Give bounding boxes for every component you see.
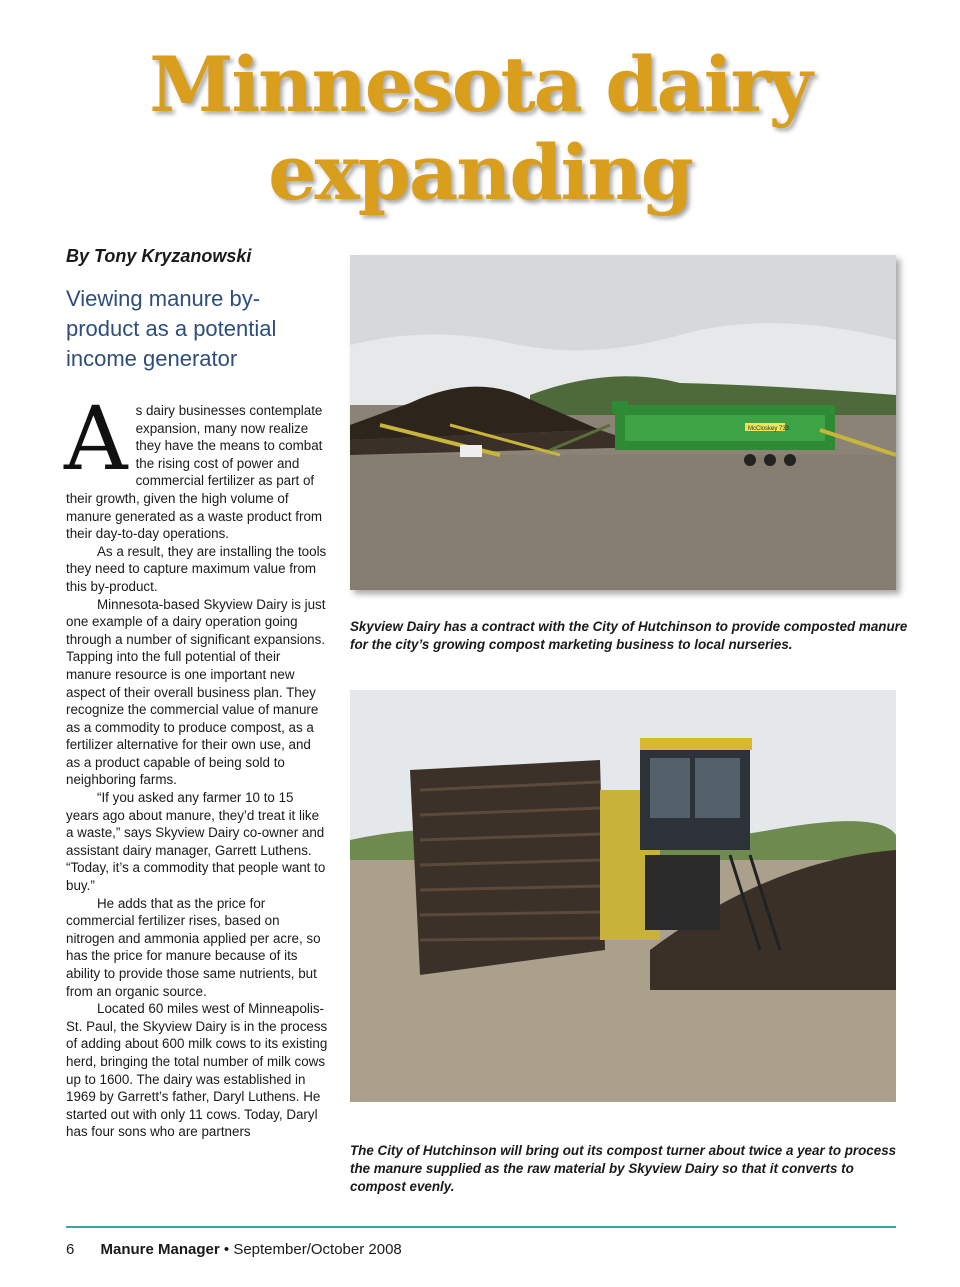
body-paragraph: “If you asked any farmer 10 to 15 years ago about manure, they’d treat it like a waste,” says Skyview Dairy co-owner and assistant dairy manager, Garrett Luthens. “Today, it’s a commodity that people want to buy.”	[66, 790, 326, 894]
page-number: 6	[66, 1241, 75, 1258]
footer-separator: •	[223, 1241, 230, 1258]
headline-line-1: Minnesota dairy	[149, 40, 811, 129]
turner-caption: The City of Hutchinson will bring out its compost turner about twice a year to process the manure supplied as the raw material by Skyview Dairy so that it converts to compost evenly.	[350, 1143, 897, 1194]
page-footer	[66, 1241, 402, 1258]
issue-date: September/October 2008	[233, 1241, 402, 1258]
headline-line-2: expanding	[268, 128, 692, 217]
compost-turner-photo	[350, 690, 896, 1102]
turner-illustration	[350, 690, 896, 1102]
body-paragraph	[64, 387, 328, 543]
paragraph-text: s dairy businesses contemplate expansion, many now realize they have the means to combat the rising cost of power and commercial fertilizer as part of their growth, given the high volume of manure generated as a waste product from their day-to-day operations.	[66, 403, 323, 542]
trommel-illustration	[350, 255, 896, 590]
trommel-photo	[350, 255, 896, 590]
drop-cap: A	[64, 387, 128, 490]
footer-rule	[66, 1226, 896, 1228]
magazine-name: Manure Manager	[100, 1241, 220, 1258]
trommel-label: McCloskey 733	[748, 426, 790, 432]
trommel-caption: Skyview Dairy has a contract with the City of Hutchinson to provide composted manure for the city’s growing compost marketing business to local nurseries.	[350, 619, 908, 652]
body-paragraph: Located 60 miles west of Minneapolis-St. Paul, the Skyview Dairy is in the process of adding about 600 milk cows to its existing herd, bringing the total number of milk cows up to 1600. The dairy was established in 1969 by Garrett’s father, Daryl Luthens. He started out with only 11 cows. Today, Daryl has four sons who are partners	[66, 1001, 328, 1140]
article-body	[64, 387, 328, 1141]
byline: By Tony Kryzanowski	[66, 246, 252, 266]
body-paragraph: Minnesota-based Skyview Dairy is just one example of a dairy operation going through a number of significant expansions. Tapping into the full potential of their manure resource is one important new aspect of their overall business plan. They recognize the commercial value of manure as a commodity to produce compost, as a fertilizer alternative for their own use, and as a product capable of being sold to neighboring farms.	[66, 596, 326, 788]
body-paragraph: He adds that as the price for commercial fertilizer rises, based on nitrogen and ammonia applied per acre, so has the price for manure because of its ability to provide those same nutrients, but from an organic source.	[66, 895, 321, 999]
body-paragraph: As a result, they are installing the tools they need to capture maximum value from this by-product.	[66, 543, 327, 594]
subhead: Viewing manure by-product as a potential income generator	[66, 286, 277, 371]
